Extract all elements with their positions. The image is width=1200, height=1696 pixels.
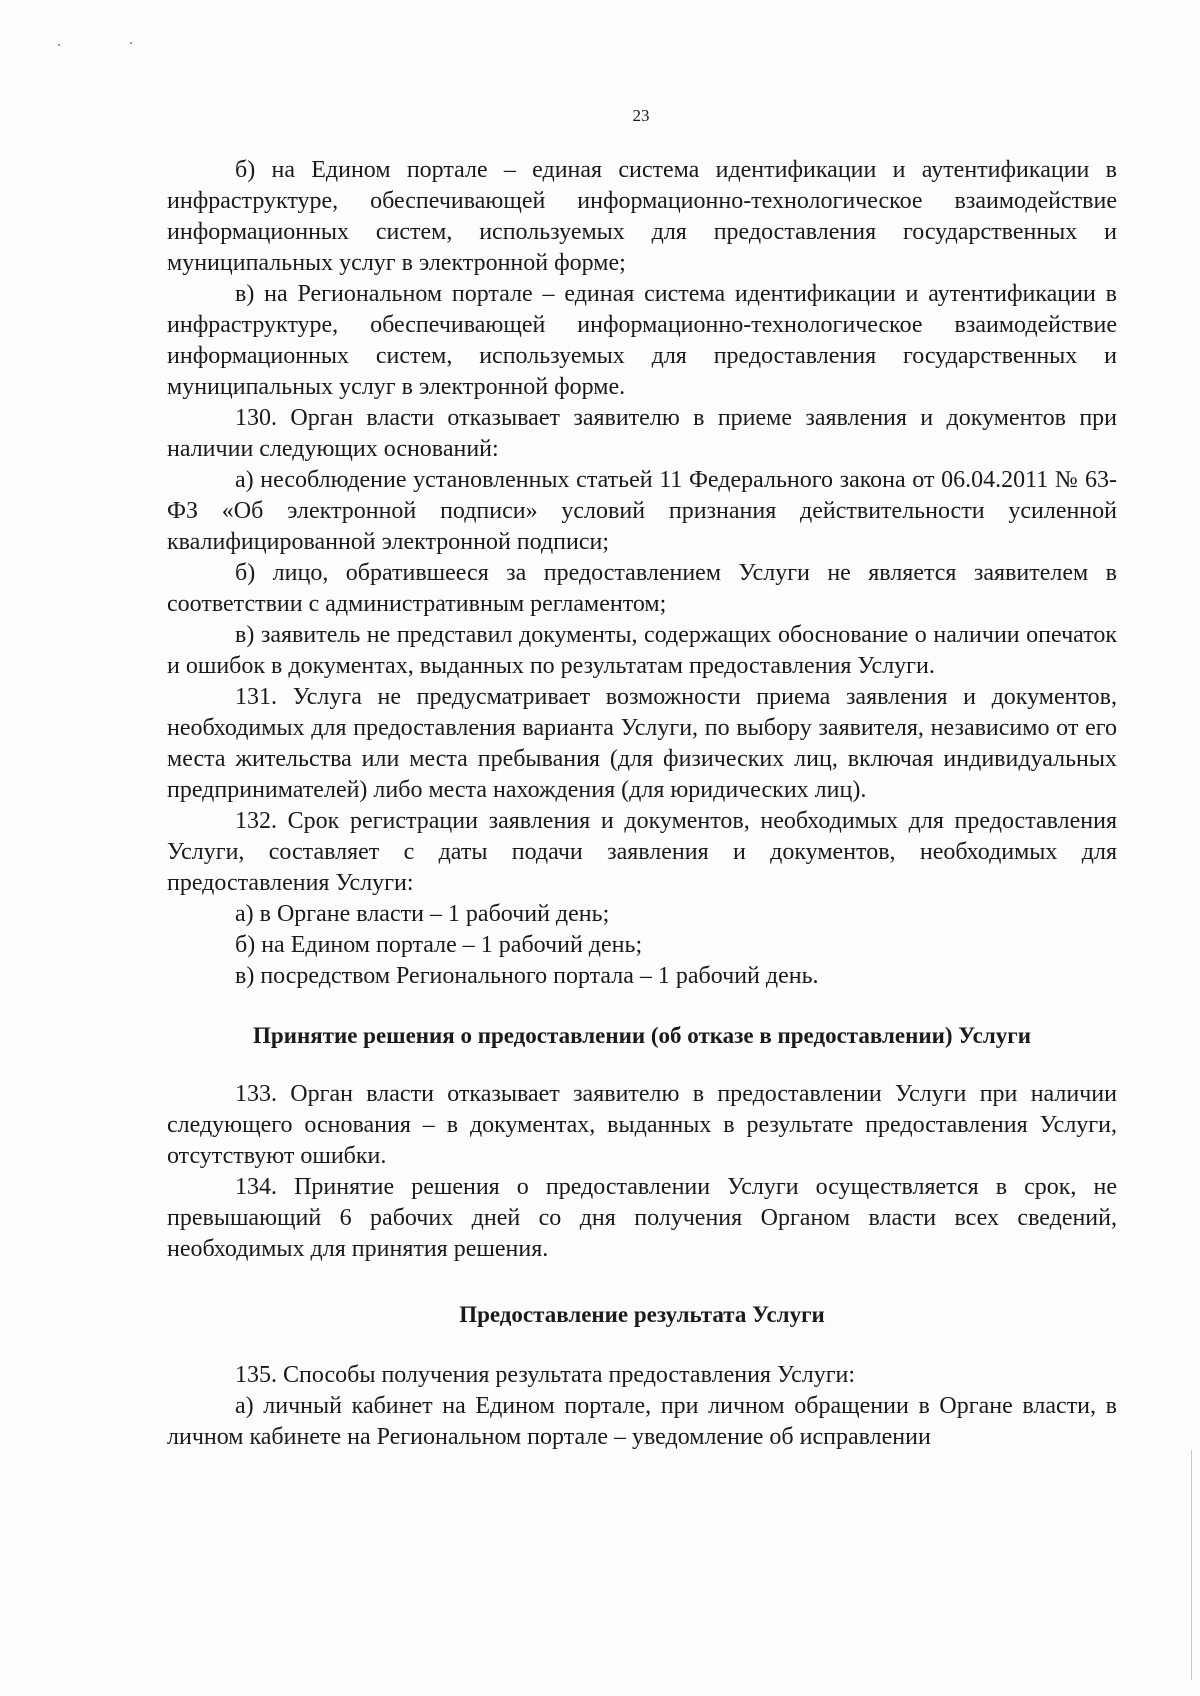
scan-dust-mark (58, 44, 60, 46)
scan-dust-mark (130, 42, 132, 44)
paragraph-132: 132. Срок регистрации заявления и документов, необходимых для предоставления Услуги, составляет с даты подачи заявления и документов, необходимых для предоставления Услуги: (167, 808, 1117, 896)
paragraph-b-unified-portal: б) на Едином портале – единая система идентификации и аутентификации в инфраструктуре, обеспечивающей информационно-технологическое взаимодействие информационных систем, используемых для предоставления государственных и муниципальных услуг в электронной форме; (167, 157, 1117, 276)
paragraph-132-b: б) на Едином портале – 1 рабочий день; (235, 932, 643, 958)
paragraph-131: 131. Услуга не предусматривает возможности приема заявления и документов, необходимых для предоставления варианта Услуги, по выбору заявителя, независимо от его места жительства или места пребывания (для физических лиц, включая индивидуальных предпринимателей) либо места нахождения (для юридических лиц). (167, 684, 1117, 803)
paragraph-130-b: б) лицо, обратившееся за предоставлением Услуги не является заявителем в соответствии с административным регламентом; (167, 560, 1117, 617)
paragraph-135-a: а) личный кабинет на Едином портале, при личном обращении в Органе власти, в личном кабинете на Региональном портале – уведомление об исправлении (167, 1393, 1117, 1450)
paragraph-133: 133. Орган власти отказывает заявителю в предоставлении Услуги при наличии следующего основания – в документах, выданных в результате предоставления Услуги, отсутствуют ошибки. (167, 1081, 1117, 1169)
paragraph-v-regional-portal: в) на Региональном портале – единая система идентификации и аутентификации в инфраструктуре, обеспечивающей информационно-технологическое взаимодействие информационных систем, используемых для предоставления государственных и муниципальных услуг в электронной форме. (167, 281, 1117, 400)
paragraph-130-a: а) несоблюдение установленных статьей 11 Федерального закона от 06.04.2011 № 63-ФЗ «Об электронной подписи» условий признания действительности усиленной квалифицированной электронной подписи; (167, 467, 1117, 555)
document-body (167, 155, 1117, 1453)
page-number: 23 (632, 106, 650, 125)
paragraph-130: 130. Орган власти отказывает заявителю в приеме заявления и документов при наличии следующих оснований: (167, 405, 1117, 462)
paragraph-132-v: в) посредством Регионального портала – 1 рабочий день. (235, 963, 819, 989)
section-heading-decision: Принятие решения о предоставлении (об отказе в предоставлении) Услуги (253, 1023, 1031, 1048)
paragraph-134: 134. Принятие решения о предоставлении Услуги осуществляется в срок, не превышающий 6 рабочих дней со дня получения Органом власти всех сведений, необходимых для принятия решения. (167, 1174, 1117, 1262)
paragraph-135: 135. Способы получения результата предоставления Услуги: (235, 1362, 856, 1388)
paragraph-132-a: а) в Органе власти – 1 рабочий день; (235, 901, 610, 927)
paragraph-130-v: в) заявитель не представил документы, содержащих обоснование о наличии опечаток и ошибок в документах, выданных по результатам предоставления Услуги. (167, 622, 1117, 679)
scan-edge-line (1191, 1450, 1192, 1680)
section-heading-result: Предоставление результата Услуги (459, 1302, 825, 1327)
